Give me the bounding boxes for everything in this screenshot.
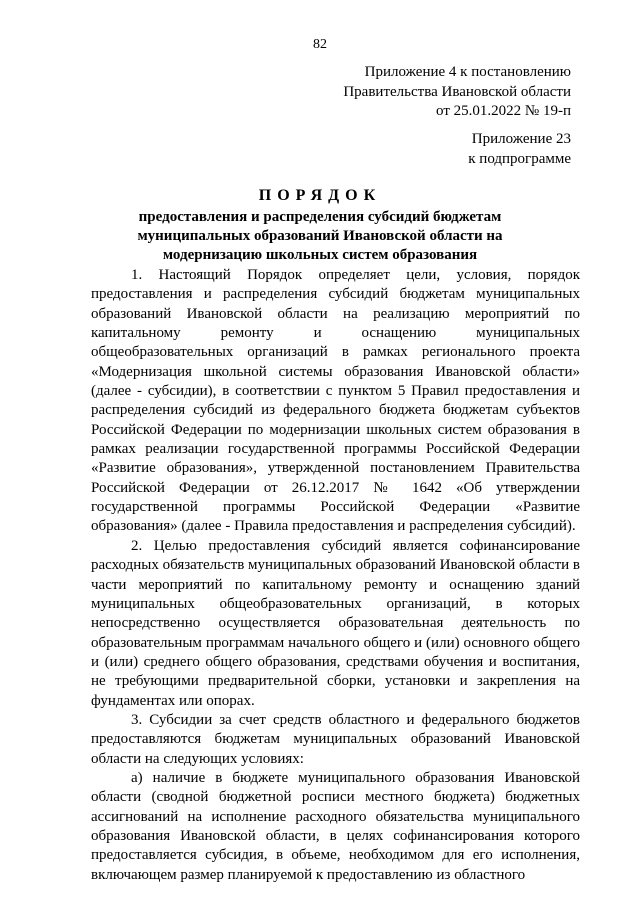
appendix-main-line-3: от 25.01.2022 № 19-п <box>436 103 571 119</box>
page-number: 82 <box>313 37 327 52</box>
paragraph-3: 3. Субсидии за счет средств областного и федерального бюджетов предоставляются бюджетам муниципальных образований Ивановской области на следующих условиях: <box>91 711 580 767</box>
appendix-sub-block <box>468 130 571 169</box>
appendix-main-line-1: Приложение 4 к постановлению <box>364 64 571 80</box>
title-block <box>80 186 560 265</box>
appendix-sub-line-1: Приложение 23 <box>471 131 571 147</box>
document-body <box>91 266 580 885</box>
document-subtitle <box>80 208 560 265</box>
subtitle-line-2: муниципальных образований Ивановской области на <box>137 228 503 244</box>
appendix-main-line-2: Правительства Ивановской области <box>343 83 571 100</box>
paragraph-3a: а) наличие в бюджете муниципального образования Ивановской области (сводной бюджетной росписи местного бюджета) бюджетных ассигнований на исполнение расходного обязательства муниципального образования Ивановской области, в целях софинансирования которого предоставляется субсидия, в объеме, необходимом для его исполнения, включающем размер планируемой к предоставлению из областного <box>91 769 580 883</box>
subtitle-line-3: модернизацию школьных систем образования <box>162 247 478 263</box>
paragraph-1: 1. Настоящий Порядок определяет цели, условия, порядок предоставления и распределения субсидий бюджетам муниципальных образований Ивановской области на реализацию мероприятий по капитальному ремонту и оснащению муниципальных общеобразовательных организаций в рамках регионального проекта «Модернизация школьной системы образования Ивановской области» (далее - субсидии), в соответствии с пунктом 5 Правил предоставления и распределения субсидий из федерального бюджета бюджетам субъектов Российской Федерации по модернизации школьных систем образования в рамках реализации государственной программы Российской Федерации «Развитие образования», утвержденной постановлением Правительства Российской Федерации от 26.12.2017 № 1642 «Об утверждении государственной программы Российской Федерации «Развитие образования» (далее - Правила предоставления и распределения субсидий). <box>91 267 580 535</box>
subtitle-line-1: предоставления и распределения субсидий бюджетам <box>138 209 502 225</box>
appendix-sub-line-2: к подпрограмме <box>468 150 571 167</box>
paragraph-2: 2. Целью предоставления субсидий является софинансирование расходных обязательств муниципальных образований Ивановской области в части мероприятий по капитальному ремонту и оснащению зданий муниципальных общеобразовательных организаций, в которых непосредственно осуществляется образовательная деятельность по образовательным программам начального общего и (или) основного общего и (или) среднего общего образования, средствами обучения и воспитания, не требующими предварительной сборки, установки и закрепления на фундаментах или опорах. <box>91 537 580 709</box>
appendix-main-block <box>343 63 571 122</box>
document-title: ПОРЯДОК <box>258 187 382 204</box>
